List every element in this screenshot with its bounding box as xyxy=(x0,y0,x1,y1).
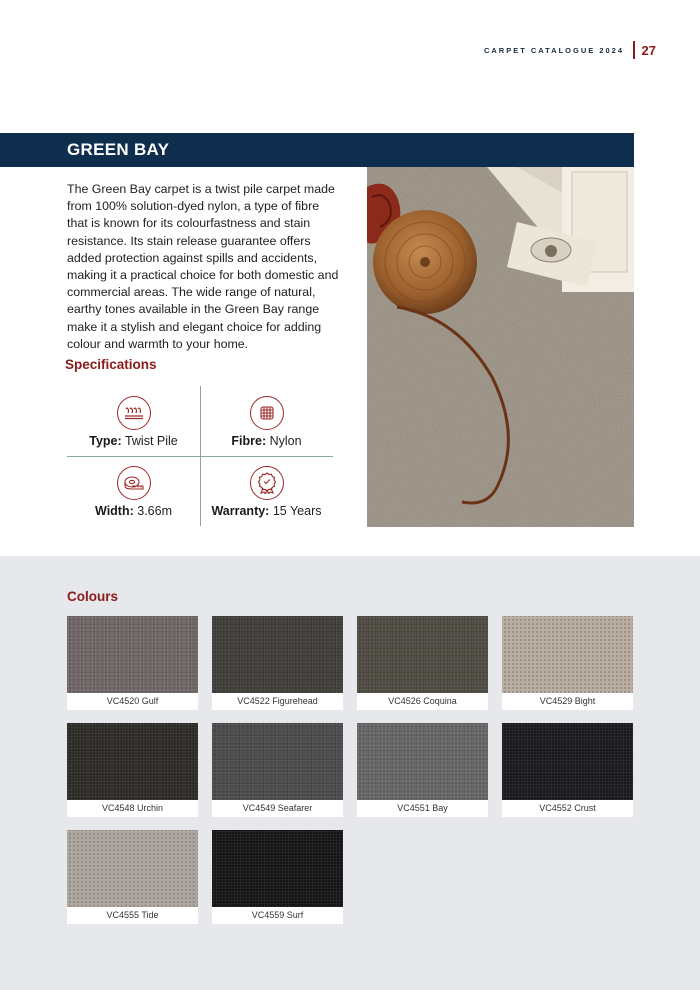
tape-measure-icon xyxy=(117,466,151,500)
swatch-texture xyxy=(502,723,633,800)
swatch-label: VC4549 Seafarer xyxy=(212,800,343,817)
swatch-vc4548[interactable] xyxy=(67,723,198,817)
specifications-grid xyxy=(67,386,333,526)
swatch-vc4529[interactable] xyxy=(502,616,633,710)
fibre-icon xyxy=(250,396,284,430)
swatch-texture xyxy=(67,616,198,693)
swatch-vc4555[interactable] xyxy=(67,830,198,924)
spec-warranty-label xyxy=(200,504,333,518)
spec-fibre-value: Nylon xyxy=(269,434,302,448)
swatch-texture xyxy=(357,616,488,693)
catalogue-title: CARPET CATALOGUE 2024 xyxy=(483,45,625,55)
spec-type-key: Type: xyxy=(89,434,122,448)
product-room-photo xyxy=(367,167,634,527)
swatch-label: VC4548 Urchin xyxy=(67,800,198,817)
swatch-label: VC4552 Crust xyxy=(502,800,633,817)
spec-width xyxy=(67,456,200,526)
swatch-vc4551[interactable] xyxy=(357,723,488,817)
swatch-vc4552[interactable] xyxy=(502,723,633,817)
spec-type-value: Twist Pile xyxy=(124,434,178,448)
product-title-bar xyxy=(0,133,634,167)
spec-width-key: Width: xyxy=(95,504,134,518)
colours-heading: Colours xyxy=(67,589,119,604)
specifications-heading: Specifications xyxy=(65,357,157,372)
spec-warranty xyxy=(200,456,333,526)
page-number: 27 xyxy=(641,42,656,58)
swatch-texture xyxy=(502,616,633,693)
spec-fibre-label xyxy=(200,434,333,448)
swatch-label: VC4526 Coquina xyxy=(357,693,488,710)
swatch-texture xyxy=(212,616,343,693)
swatch-texture xyxy=(212,830,343,907)
spec-warranty-key: Warranty: xyxy=(211,504,270,518)
swatch-texture xyxy=(67,830,198,907)
spec-width-label xyxy=(67,504,200,518)
swatch-label: VC4522 Figurehead xyxy=(212,693,343,710)
swatch-texture xyxy=(212,723,343,800)
spec-fibre-key: Fibre: xyxy=(231,434,267,448)
swatch-vc4549[interactable] xyxy=(212,723,343,817)
twist-pile-icon xyxy=(117,396,151,430)
spec-type-label xyxy=(67,434,200,448)
page-header xyxy=(484,40,656,60)
swatch-vc4520[interactable] xyxy=(67,616,198,710)
swatch-label: VC4559 Surf xyxy=(212,907,343,924)
warranty-ribbon-icon xyxy=(250,466,284,500)
spec-width-value: 3.66m xyxy=(137,504,172,518)
product-title: GREEN BAY xyxy=(67,140,170,159)
swatch-vc4559[interactable] xyxy=(212,830,343,924)
swatch-label: VC4551 Bay xyxy=(357,800,488,817)
swatch-texture xyxy=(67,723,198,800)
header-divider xyxy=(633,41,635,59)
swatch-label: VC4555 Tide xyxy=(67,907,198,924)
product-description: The Green Bay carpet is a twist pile carpet made from 100% solution-dyed nylon, a type of fibre that is known for its colourfastness and stain resistance. Its stain release guarantee offers added protection against spills and accidents, making it a practical choice for both domestic and commercial areas. The wide range of natural, earthy tones available in the Green Bay range make it a stylish and elegant choice for adding colour and warmth to your home. xyxy=(67,182,339,351)
spec-fibre xyxy=(200,386,333,456)
spec-type xyxy=(67,386,200,456)
swatch-texture xyxy=(357,723,488,800)
swatch-vc4526[interactable] xyxy=(357,616,488,710)
swatch-label: VC4529 Bight xyxy=(502,693,633,710)
swatch-vc4522[interactable] xyxy=(212,616,343,710)
spec-warranty-value: 15 Years xyxy=(272,504,322,518)
swatch-label: VC4520 Gulf xyxy=(67,693,198,710)
